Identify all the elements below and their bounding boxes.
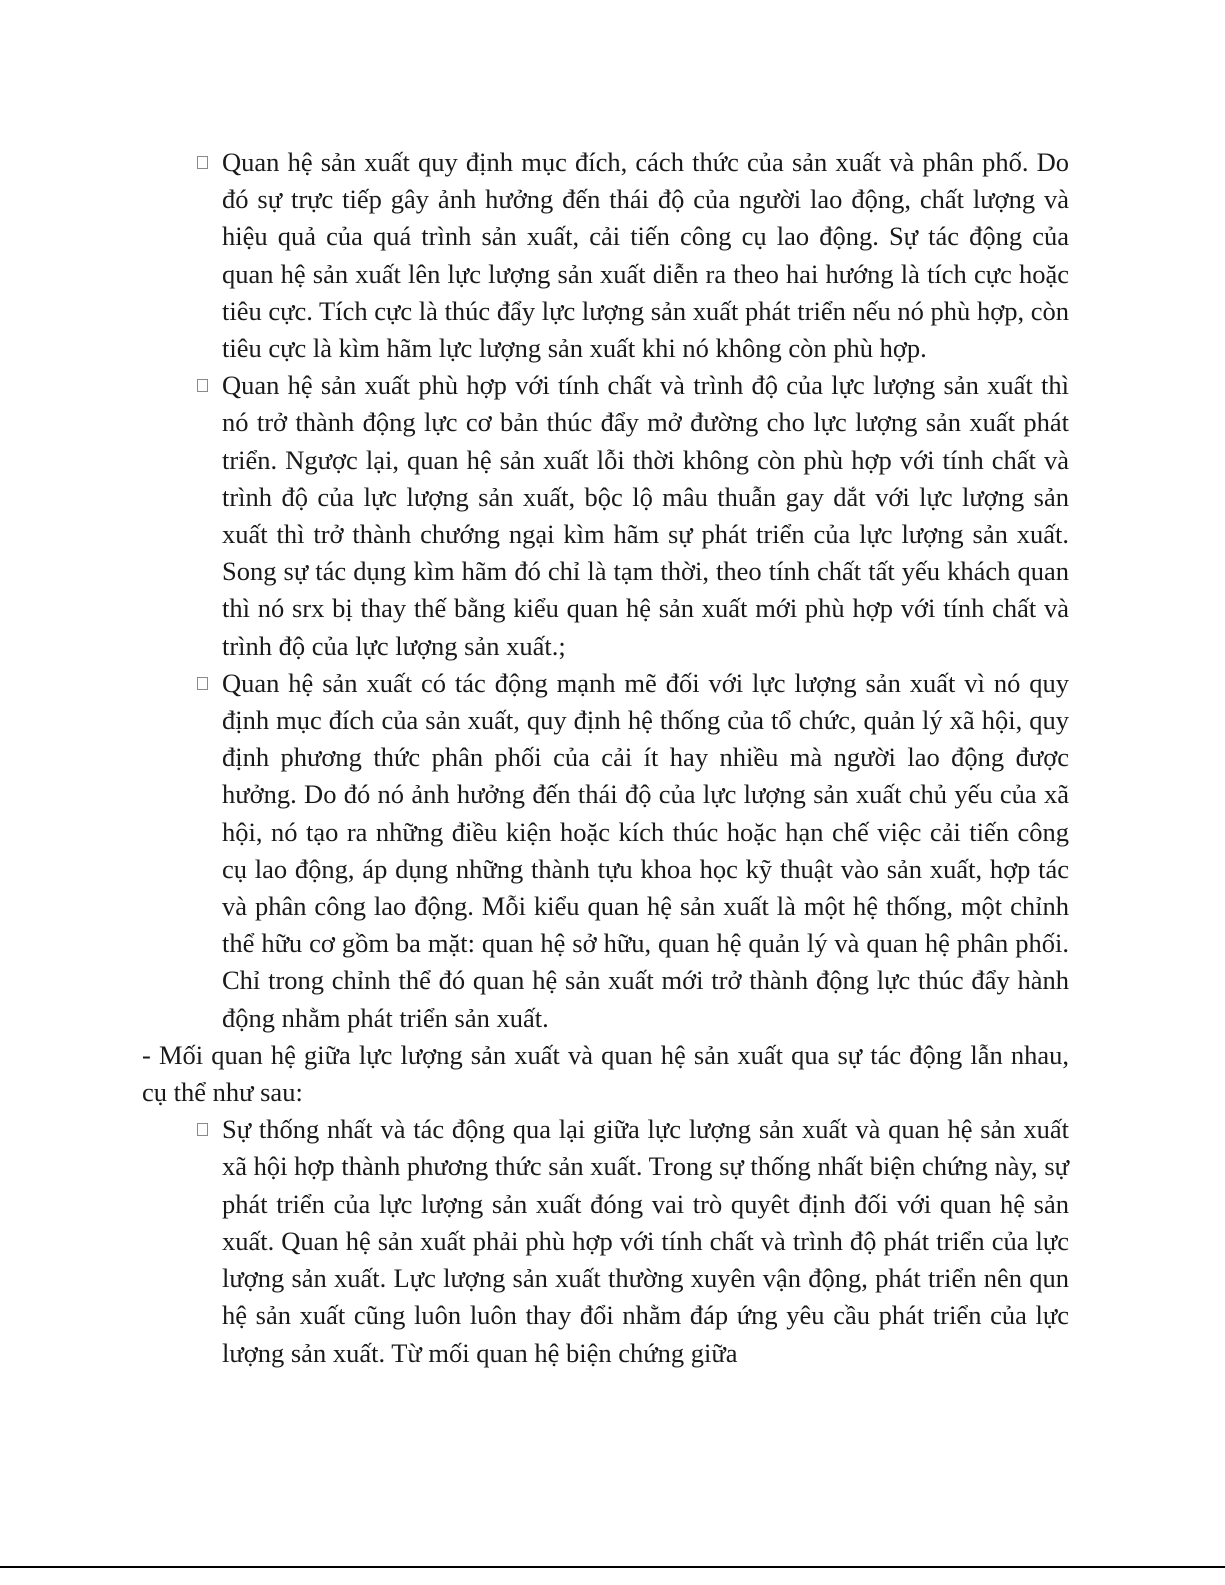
bullet-item [142, 1111, 1069, 1371]
square-bullet-icon [197, 379, 208, 392]
bullet-text: Sự thống nhất và tác động qua lại giữa lực lượng sản xuất và quan hệ sản xuất xã hội hợp thành phương thức sản xuất. Trong sự thống nhất biện chứng này, sự phát triển của lực lượng sản xuất đóng vai trò quyêt định đối với quan hệ sản xuất. Quan hệ sản xuất phải phù hợp với tính chất và trình độ phát triển của lực lượng sản xuất. Lực lượng sản xuất thường xuyên vận động, phát triển nên qun hệ sản xuất cũng luôn luôn thay đổi nhằm đáp ứng yêu cầu phát triển của lực lượng sản xuất. Từ mối quan hệ biện chứng giữa [222, 1114, 1069, 1368]
square-bullet-icon [197, 156, 208, 169]
bullet-text: Quan hệ sản xuất quy định mục đích, cách thức của sản xuất và phân phố. Do đó sự trực tiếp gây ảnh hưởng đến thái độ của người lao động, chất lượng và hiệu quả của quá trình sản xuất, cải tiến công cụ lao động. Sự tác động của quan hệ sản xuất lên lực lượng sản xuất diễn ra theo hai hướng là tích cực hoặc tiêu cực. Tích cực là thúc đẩy lực lượng sản xuất phát triển nếu nó phù hợp, còn tiêu cực là kìm hãm lực lượng sản xuất khi nó không còn phù hợp. [222, 147, 1069, 364]
bullet-item [142, 367, 1069, 665]
square-bullet-icon [197, 677, 208, 690]
bullet-text: Quan hệ sản xuất phù hợp với tính chất và trình độ của lực lượng sản xuất thì nó trở thành động lực cơ bản thúc đẩy mở đường cho lực lượng sản xuất phát triển. Ngược lại, quan hệ sản xuất lỗi thời không còn phù hợp với tính chất và trình độ của lực lượng sản xuất, bộc lộ mâu thuẫn gay dắt với lực lượng sản xuất thì trở thành chướng ngại kìm hãm sự phát triển của lực lượng sản xuất. Song sự tác dụng kìm hãm đó chỉ là tạm thời, theo tính chất tất yếu khách quan thì nó srx bị thay thế bằng kiểu quan hệ sản xuất mới phù hợp với tính chất và trình độ của lực lượng sản xuất.; [222, 370, 1069, 661]
bullet-item [142, 665, 1069, 1037]
page-bottom-border [0, 1566, 1225, 1568]
document-body [142, 144, 1069, 1372]
square-bullet-icon [197, 1123, 208, 1136]
bullet-text: Quan hệ sản xuất có tác động mạnh mẽ đối với lực lượng sản xuất vì nó quy định mục đích của sản xuất, quy định hệ thống của tổ chức, quản lý xã hội, quy định phương thức phân phối của cải ít hay nhiều mà người lao động được hưởng. Do đó nó ảnh hưởng đến thái độ của lực lượng sản xuất chủ yếu của xã hội, nó tạo ra những điều kiện hoặc kích thúc hoặc hạn chế việc cải tiến công cụ lao động, áp dụng những thành tựu khoa học kỹ thuật vào sản xuất, hợp tác và phân công lao động. Mỗi kiểu quan hệ sản xuất là một hệ thống, một chỉnh thể hữu cơ gồm ba mặt: quan hệ sở hữu, quan hệ quản lý và quan hệ phân phối. Chỉ trong chỉnh thể đó quan hệ sản xuất mới trở thành động lực thúc đẩy hành động nhằm phát triển sản xuất. [222, 667, 1069, 1033]
bullet-item [142, 144, 1069, 367]
body-paragraph: - Mối quan hệ giữa lực lượng sản xuất và quan hệ sản xuất qua sự tác động lẫn nhau, cụ thể như sau: [142, 1039, 1069, 1108]
